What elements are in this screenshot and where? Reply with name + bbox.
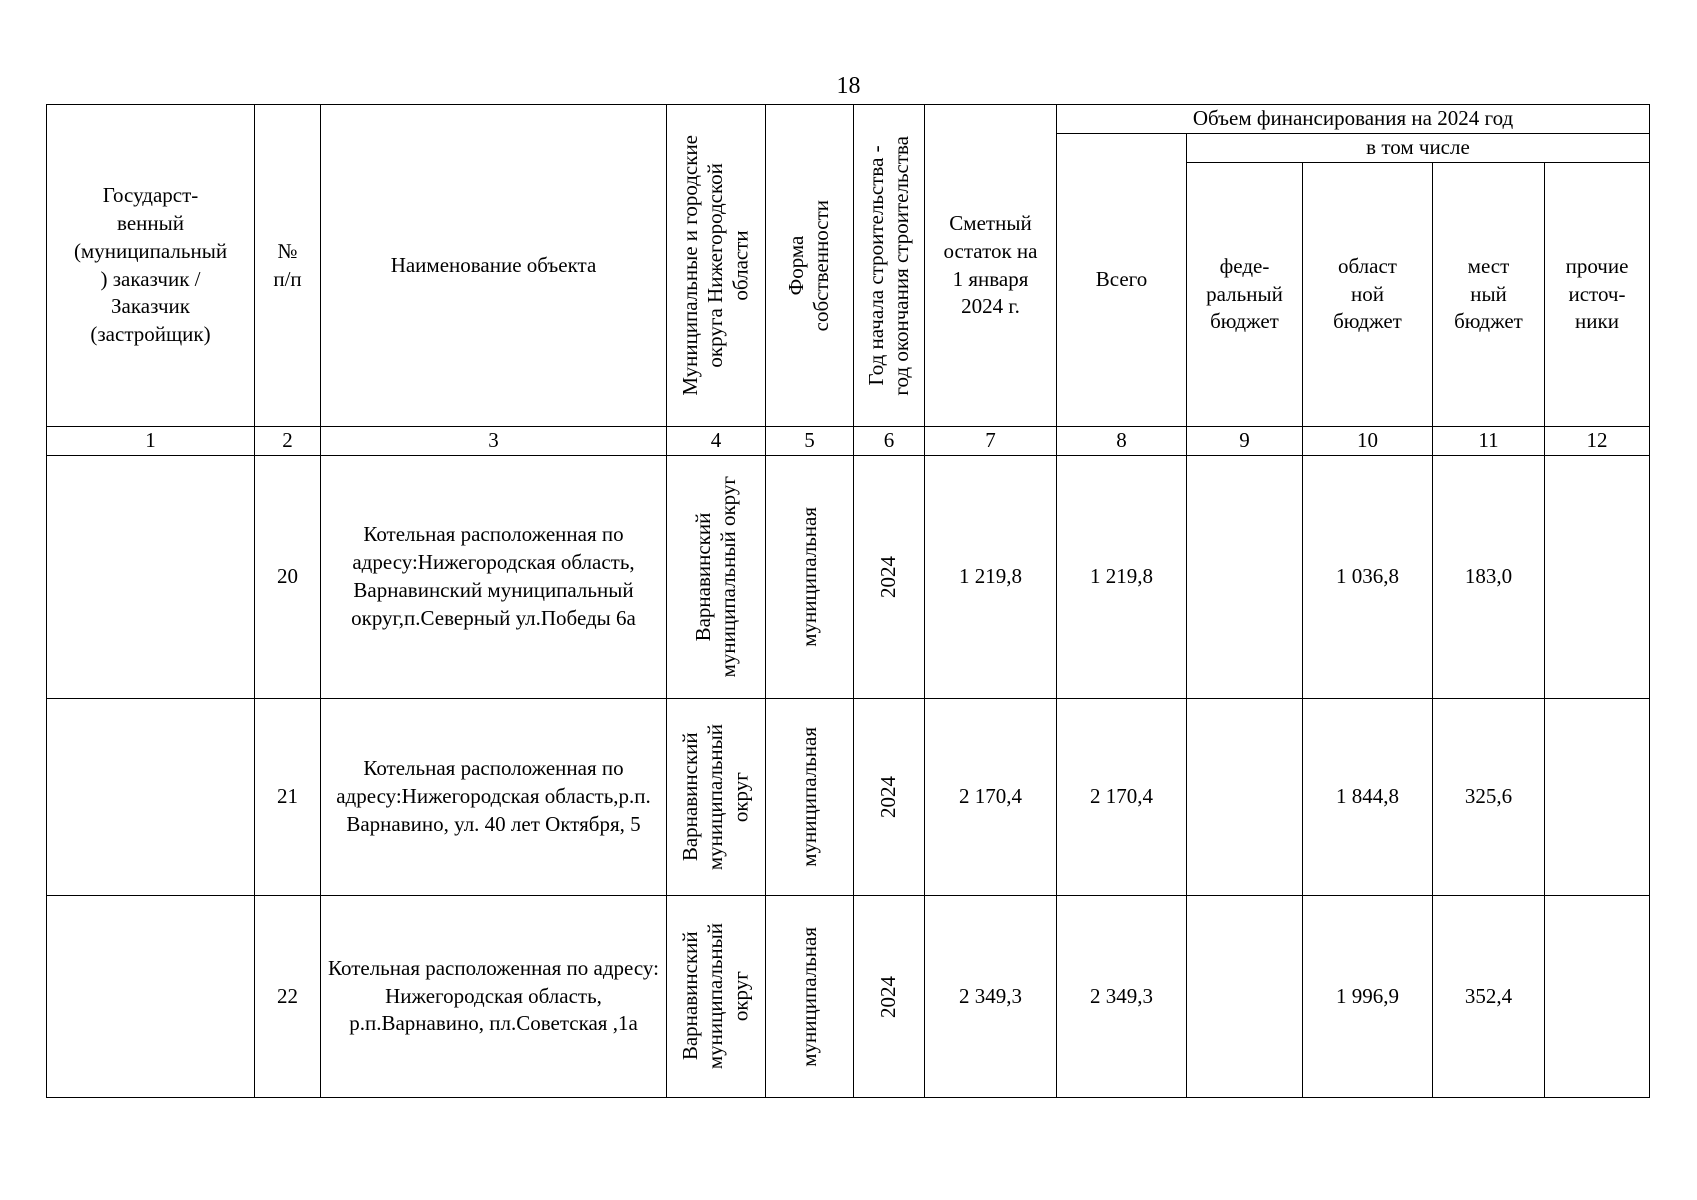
header-total: Всего: [1057, 134, 1187, 427]
header-customer-line: Государст-: [102, 182, 199, 207]
row-district: [667, 456, 766, 699]
header-districts-line: области: [728, 230, 753, 301]
financing-table: [46, 104, 1650, 1098]
header-customer-line: венный: [117, 210, 184, 235]
row-number: 22: [255, 896, 321, 1098]
header-federal: [1187, 163, 1303, 427]
row-balance: 1 219,8: [925, 456, 1057, 699]
header-other-line: прочие: [1565, 253, 1629, 278]
row-district-line: округ: [728, 771, 753, 823]
row-years-text: 2024: [876, 975, 901, 1018]
header-ownership: [766, 105, 854, 427]
column-number: 4: [667, 427, 766, 456]
table-row: [47, 456, 1650, 699]
column-number: 8: [1057, 427, 1187, 456]
row-district-line: округ: [728, 971, 753, 1022]
row-years: [854, 896, 925, 1098]
header-number: [255, 105, 321, 427]
row-object-name: Котельная расположенная по адресу:Нижегородская область,р.п. Варнавино, ул. 40 лет Октября, 5: [321, 699, 667, 896]
row-years: [854, 699, 925, 896]
row-ownership: [766, 699, 854, 896]
row-ownership: [766, 896, 854, 1098]
row-years: [854, 456, 925, 699]
row-district-line: Варнавинский: [678, 932, 703, 1061]
row-customer: [47, 896, 255, 1098]
header-local-line: ный: [1470, 281, 1507, 306]
row-regional: 1 844,8: [1303, 699, 1433, 896]
row-federal: [1187, 896, 1303, 1098]
row-other: [1545, 456, 1650, 699]
row-ownership-text: муниципальная: [796, 926, 821, 1067]
row-balance: 2 349,3: [925, 896, 1057, 1098]
header-balance-line: Сметный: [949, 210, 1032, 235]
row-balance: 2 170,4: [925, 699, 1057, 896]
row-ownership: [766, 456, 854, 699]
header-other-line: ники: [1575, 309, 1619, 334]
row-district-text: [678, 923, 754, 1069]
row-ownership-text: муниципальная: [796, 507, 821, 647]
header-customer-line: ) заказчик /: [100, 266, 201, 291]
row-district-line: муниципальный: [703, 923, 728, 1070]
row-local: 352,4: [1433, 896, 1545, 1098]
header-federal-line: феде-: [1219, 253, 1270, 278]
table-row: [47, 896, 1650, 1098]
row-district: [667, 699, 766, 896]
row-local: 325,6: [1433, 699, 1545, 896]
column-number: 12: [1545, 427, 1650, 456]
header-local: [1433, 163, 1545, 427]
header-funding-title: Объем финансирования на 2024 год: [1057, 105, 1650, 134]
row-district-line: Варнавинский: [690, 512, 715, 642]
header-districts-line: округа Нижегородской: [703, 163, 728, 368]
header-districts-text: [678, 135, 754, 396]
column-number: 3: [321, 427, 667, 456]
column-number: 1: [47, 427, 255, 456]
row-district-line: муниципальный округ: [716, 476, 740, 678]
row-total: 1 219,8: [1057, 456, 1187, 699]
row-district-text: [678, 724, 754, 870]
header-districts: [667, 105, 766, 427]
row-number: 21: [255, 699, 321, 896]
header-ownership-line: собственности: [809, 199, 834, 332]
row-object-name: Котельная расположенная по адресу: Нижегородская область, р.п.Варнавино, пл.Советская ,1а: [321, 896, 667, 1098]
header-local-line: бюджет: [1454, 309, 1523, 334]
column-number: 5: [766, 427, 854, 456]
table-row: [47, 699, 1650, 896]
header-regional: [1303, 163, 1433, 427]
row-years-text: 2024: [876, 556, 901, 598]
header-districts-line: Муниципальные и городские: [678, 135, 703, 396]
column-number: 9: [1187, 427, 1303, 456]
header-balance-line: 1 января: [952, 266, 1029, 291]
column-number: 11: [1433, 427, 1545, 456]
page-number: 18: [836, 73, 861, 99]
column-number: 7: [925, 427, 1057, 456]
row-number: 20: [255, 456, 321, 699]
header-ownership-text: [784, 200, 834, 331]
header-other-line: источ-: [1568, 281, 1626, 306]
column-number: 10: [1303, 427, 1433, 456]
header-customer-line: Заказчик: [111, 294, 190, 319]
header-regional-line: ной: [1351, 281, 1384, 306]
header-years-line: Год начала строительства -: [863, 145, 888, 386]
header-customer: [47, 105, 255, 427]
row-other: [1545, 699, 1650, 896]
header-regional-line: област: [1338, 253, 1397, 278]
header-local-line: мест: [1467, 253, 1510, 278]
row-local: 183,0: [1433, 456, 1545, 699]
row-years-text: 2024: [876, 776, 901, 818]
header-ownership-line: Форма: [784, 235, 809, 296]
row-district-text: [691, 476, 741, 677]
header-number-line: п/п: [273, 266, 302, 291]
header-years: [854, 105, 925, 427]
header-customer-line: (муниципальный: [73, 238, 228, 263]
header-years-line: год окончания строительства: [889, 135, 913, 396]
row-total: 2 170,4: [1057, 699, 1187, 896]
row-ownership-text: муниципальная: [796, 727, 821, 867]
header-balance-line: остаток на: [943, 238, 1038, 263]
header-including: в том числе: [1187, 134, 1650, 163]
row-customer: [47, 456, 255, 699]
header-years-text: [864, 136, 914, 396]
header-other: [1545, 163, 1650, 427]
header-number-line: №: [277, 238, 298, 263]
header-customer-line: (застройщик): [90, 322, 211, 347]
header-federal-line: ральный: [1206, 281, 1283, 306]
row-other: [1545, 896, 1650, 1098]
header-balance-line: 2024 г.: [961, 294, 1020, 319]
row-district-line: Варнавинский: [678, 732, 703, 862]
column-number: 2: [255, 427, 321, 456]
row-federal: [1187, 699, 1303, 896]
row-customer: [47, 699, 255, 896]
row-federal: [1187, 456, 1303, 699]
row-district: [667, 896, 766, 1098]
header-balance: [925, 105, 1057, 427]
column-number: 6: [854, 427, 925, 456]
row-object-name: Котельная расположенная по адресу:Нижегородская область, Варнавинский муниципальный округ,п.Северный ул.Победы 6а: [321, 456, 667, 699]
row-regional: 1 036,8: [1303, 456, 1433, 699]
row-regional: 1 996,9: [1303, 896, 1433, 1098]
header-federal-line: бюджет: [1210, 309, 1279, 334]
header-regional-line: бюджет: [1333, 309, 1402, 334]
row-total: 2 349,3: [1057, 896, 1187, 1098]
header-row-1: [47, 105, 1650, 134]
row-district-line: муниципальный: [703, 723, 728, 871]
column-number-row: [47, 427, 1650, 456]
header-object-name: Наименование объекта: [321, 105, 667, 427]
